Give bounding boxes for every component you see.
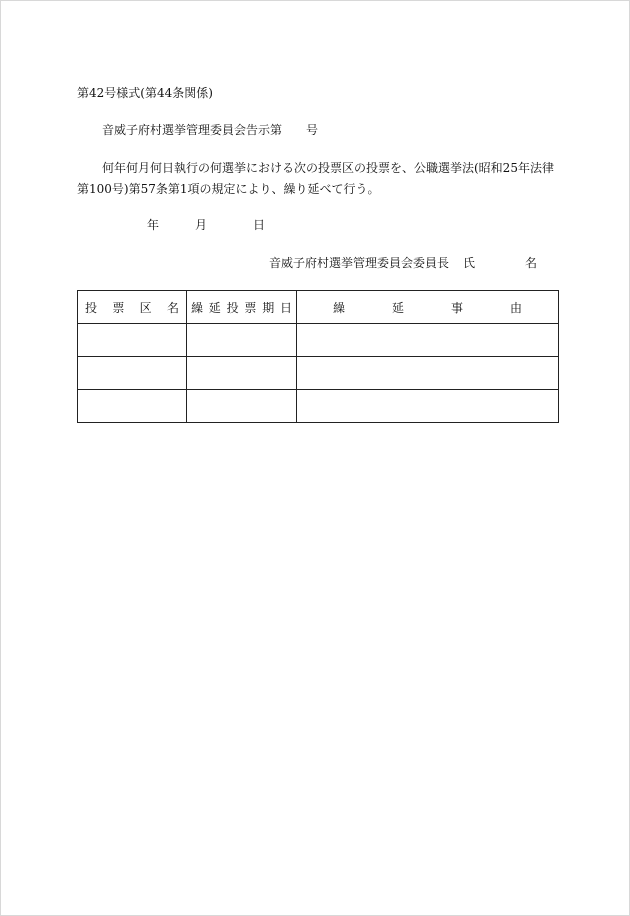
header-char: 投 — [226, 300, 239, 315]
form-label: 第42号様式(第44条関係) — [77, 86, 213, 100]
header-postponement-reason — [297, 291, 559, 324]
header-char: 票 — [112, 300, 125, 315]
table-cell — [297, 390, 559, 423]
date-day: 日 — [253, 218, 266, 232]
table-cell — [78, 390, 187, 423]
notice-title: 音威子府村選挙管理委員会告示第 号 — [102, 123, 319, 137]
signature-line — [269, 255, 537, 271]
signature-name-label: 名 — [525, 256, 538, 270]
table-row — [78, 357, 559, 390]
table-cell — [78, 357, 187, 390]
header-char: 期 — [262, 300, 275, 315]
header-postponed-date — [187, 291, 297, 324]
postponement-table — [77, 290, 559, 423]
header-char: 投 — [85, 300, 98, 315]
signature-org: 音威子府村選挙管理委員会委員長 — [269, 256, 450, 270]
header-char: 繰 — [333, 300, 346, 315]
date-line — [147, 217, 265, 233]
header-char: 日 — [279, 300, 292, 315]
header-char: 票 — [244, 300, 257, 315]
header-char: 繰 — [191, 300, 204, 315]
header-char: 由 — [509, 300, 522, 315]
table-header-row — [78, 291, 559, 324]
table-cell — [297, 324, 559, 357]
table-row — [78, 390, 559, 423]
table-cell — [187, 357, 297, 390]
header-char: 事 — [450, 300, 463, 315]
header-char: 延 — [208, 300, 221, 315]
header-char: 名 — [166, 300, 179, 315]
signature-surname-label: 氏 — [463, 256, 476, 270]
date-year: 年 — [147, 218, 160, 232]
header-char: 延 — [391, 300, 404, 315]
table-cell — [187, 390, 297, 423]
table-cell — [78, 324, 187, 357]
notice-body: 何年何月何日執行の何選挙における次の投票区の投票を、公職選挙法(昭和25年法律第100号)第57条第1項の規定により、繰り延べて行う。 — [77, 161, 554, 196]
date-month: 月 — [195, 218, 208, 232]
header-char: 区 — [139, 300, 152, 315]
table-row — [78, 324, 559, 357]
table-cell — [297, 357, 559, 390]
header-polling-district — [78, 291, 187, 324]
table-cell — [187, 324, 297, 357]
